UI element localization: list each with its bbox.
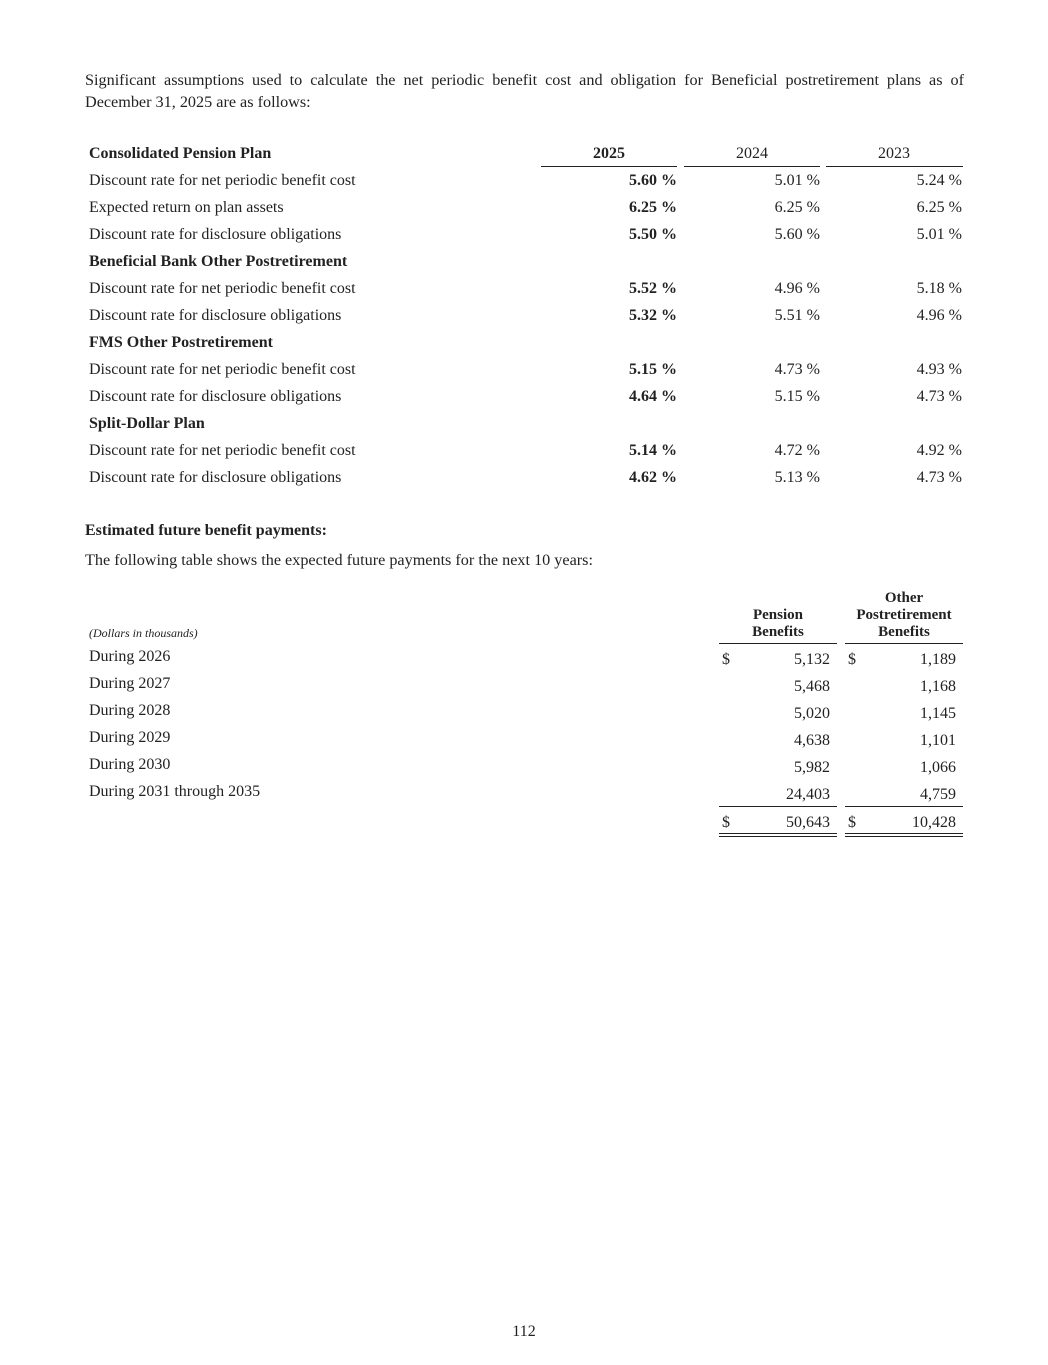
other-value: 1,145 [920, 705, 956, 722]
currency-symbol: $ [722, 814, 730, 831]
section-heading-row [85, 250, 965, 277]
row-label: Discount rate for net periodic benefit cost [89, 280, 356, 297]
row-label: Discount rate for disclosure obligations [89, 226, 342, 243]
value-2024: 5.01 % [774, 172, 820, 189]
other-total: 10,428 [912, 814, 956, 831]
table-row [85, 196, 965, 223]
table-row [85, 223, 965, 250]
value-2023: 5.18 % [916, 280, 962, 297]
value-2023: 4.96 % [916, 307, 962, 324]
value-2023: 4.73 % [916, 388, 962, 405]
table-row [85, 466, 965, 493]
header-underline [684, 166, 820, 167]
table-row [0, 648, 1048, 675]
other-value: 1,101 [920, 732, 956, 749]
value-2023: 6.25 % [916, 199, 962, 216]
row-label: Discount rate for net periodic benefit cost [89, 361, 356, 378]
row-label: During 2031 through 2035 [89, 783, 261, 800]
other-value: 1,168 [920, 678, 956, 695]
pension-benefits-header [719, 607, 837, 641]
value-2024: 4.73 % [774, 361, 820, 378]
value-2025: 6.25 % [629, 199, 677, 216]
value-2024: 6.25 % [774, 199, 820, 216]
value-2023: 4.92 % [916, 442, 962, 459]
header-underline [541, 166, 677, 167]
value-2023: 4.93 % [916, 361, 962, 378]
table-row [0, 729, 1048, 756]
table-row [85, 304, 965, 331]
value-2024: 5.13 % [774, 469, 820, 486]
assumptions-header-row [85, 142, 965, 169]
other-value: 1,189 [920, 651, 956, 668]
row-label: During 2027 [89, 675, 171, 692]
row-label: During 2028 [89, 702, 171, 719]
currency-symbol: $ [848, 814, 856, 831]
page-number: 112 [512, 1323, 536, 1340]
pension-value: 5,132 [794, 651, 830, 668]
value-2023: 4.73 % [916, 469, 962, 486]
header-line: Pension [752, 607, 803, 623]
value-2023: 5.24 % [916, 172, 962, 189]
row-label: Discount rate for net periodic benefit cost [89, 172, 356, 189]
value-2025: 5.52 % [629, 280, 677, 297]
fms-heading: FMS Other Postretirement [89, 334, 273, 351]
table-row [0, 756, 1048, 783]
estimated-payments-heading: Estimated future benefit payments: [85, 522, 327, 539]
table-row [85, 277, 965, 304]
section-heading-row [85, 331, 965, 358]
subtotal-rule [845, 806, 963, 807]
beneficial-bank-heading: Beneficial Bank Other Postretirement [89, 253, 348, 270]
other-postretirement-header [845, 590, 963, 641]
table-row [85, 358, 965, 385]
subtotal-rule [719, 806, 837, 807]
col-header-2025: 2025 [593, 145, 625, 162]
table-row [85, 439, 965, 466]
split-dollar-heading: Split-Dollar Plan [89, 415, 205, 432]
header-underline [719, 643, 837, 644]
value-2024: 5.15 % [774, 388, 820, 405]
intro-paragraph: Significant assumptions used to calculate the net periodic benefit cost and obligation for Beneficial postretirement plans as of December 31, 2025 are as follows: [85, 71, 964, 111]
value-2025: 5.15 % [629, 361, 677, 378]
header-line: Postretirement [856, 607, 952, 623]
value-2025: 4.64 % [629, 388, 677, 405]
pension-total: 50,643 [786, 814, 830, 831]
total-double-rule [719, 833, 837, 837]
header-underline [845, 643, 963, 644]
row-label: Discount rate for disclosure obligations [89, 469, 342, 486]
value-2024: 5.60 % [774, 226, 820, 243]
row-label: Discount rate for net periodic benefit cost [89, 442, 356, 459]
pension-value: 24,403 [786, 786, 830, 803]
table-row [0, 675, 1048, 702]
value-2024: 4.72 % [774, 442, 820, 459]
pension-value: 5,020 [794, 705, 830, 722]
table-row [0, 702, 1048, 729]
total-double-rule [845, 833, 963, 837]
header-underline [826, 166, 963, 167]
value-2025: 5.14 % [629, 442, 677, 459]
value-2024: 4.96 % [774, 280, 820, 297]
pension-value: 4,638 [794, 732, 830, 749]
header-line: Benefits [752, 624, 804, 640]
pension-value: 5,982 [794, 759, 830, 776]
row-label: Discount rate for disclosure obligations [89, 388, 342, 405]
row-label: During 2026 [89, 648, 171, 665]
row-label: Expected return on plan assets [89, 199, 284, 216]
currency-symbol: $ [848, 651, 856, 668]
consolidated-pension-plan-heading: Consolidated Pension Plan [89, 145, 272, 162]
col-header-2024: 2024 [736, 145, 768, 162]
row-label: Discount rate for disclosure obligations [89, 307, 342, 324]
table-row [85, 169, 965, 196]
section-heading-row [85, 412, 965, 439]
header-line: Benefits [878, 624, 930, 640]
currency-symbol: $ [722, 651, 730, 668]
units-note: (Dollars in thousands) [89, 626, 198, 640]
value-2025: 5.32 % [629, 307, 677, 324]
estimated-payments-description: The following table shows the expected future payments for the next 10 years: [85, 551, 593, 569]
other-value: 4,759 [920, 786, 956, 803]
row-label: During 2030 [89, 756, 171, 773]
value-2024: 5.51 % [774, 307, 820, 324]
header-line: Other [884, 590, 924, 606]
row-label: During 2029 [89, 729, 171, 746]
value-2025: 5.60 % [629, 172, 677, 189]
pension-value: 5,468 [794, 678, 830, 695]
value-2023: 5.01 % [916, 226, 962, 243]
value-2025: 4.62 % [629, 469, 677, 486]
other-value: 1,066 [920, 759, 956, 776]
value-2025: 5.50 % [629, 226, 677, 243]
table-row [85, 385, 965, 412]
col-header-2023: 2023 [878, 145, 910, 162]
